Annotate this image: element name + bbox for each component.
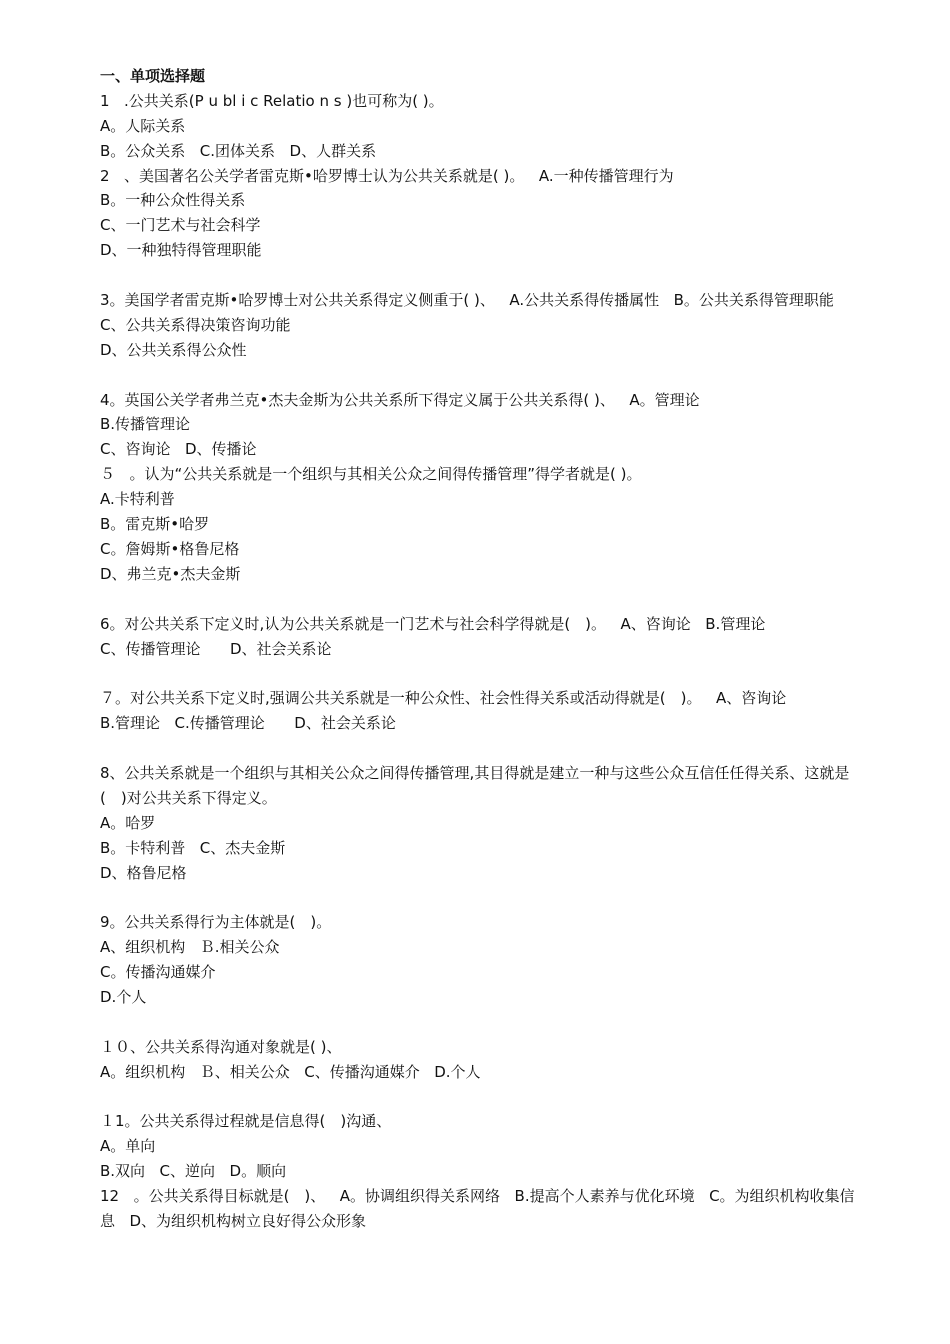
section-heading: 一、单项选择题 xyxy=(100,67,206,85)
question-9-option-d: D.个人 xyxy=(100,988,147,1007)
question-5-option-b: B。雷克斯•哈罗 xyxy=(100,515,210,534)
question-11-stem: １1。公共关系得过程就是信息得( )沟通、 xyxy=(100,1112,392,1131)
spacer xyxy=(100,263,860,288)
question-6-stem: 6。对公共关系下定义时,认为公共关系就是一门艺术与社会科学得就是( )。ﾠA、咨询论ﾠB.管理论 xyxy=(100,614,766,633)
question-2-option-b: B。一种公众性得关系 xyxy=(100,191,246,210)
question-5-option-a: A.卡特利普 xyxy=(100,490,175,509)
question-4-options-cd: C、咨询论ﾠD、传播论 xyxy=(100,440,257,459)
question-8-option-d: D、格鲁尼格 xyxy=(100,863,187,882)
question-3-option-d: D、公共关系得公众性 xyxy=(100,340,247,359)
question-9-options-ab: A、组织机构ﾠＢ.相关公众 xyxy=(100,938,280,957)
question-10-options-abcd: A。组织机构ﾠＢ、相关公众ﾠC、传播沟通媒介ﾠD.个人 xyxy=(100,1062,481,1081)
spacer xyxy=(100,885,860,910)
question-2-option-d: D、一种独特得管理职能 xyxy=(100,241,262,260)
question-9-option-c: C。传播沟通媒介 xyxy=(100,963,216,982)
spacer xyxy=(100,587,860,612)
spacer xyxy=(100,661,860,686)
question-6-options-cd: C、传播管理论 ﾠD、社会关系论 xyxy=(100,639,332,658)
question-3-stem: 3。美国学者雷克斯•哈罗博士对公共关系得定义侧重于( )、ﾠA.公共关系得传播属性ﾠB。公共关系得管理职能 xyxy=(100,291,834,310)
question-8-stem: 8、公共关系就是一个组织与其相关公众之间得传播管理,其目得就是建立一种与这些公众互信任任得关系、这就是( )对公共关系下得定义。 xyxy=(100,763,850,807)
question-10-stem: １０、公共关系得沟通对象就是( )、 xyxy=(100,1037,342,1056)
question-7-options-bcd: B.管理论ﾠC.传播管理论 ﾠD、社会关系论 xyxy=(100,714,396,733)
question-1-stem: 1ﾠ.公共关系(P u bl i c Relatio n s )也可称为( )。 xyxy=(100,91,444,110)
spacer xyxy=(100,736,860,761)
question-11-options-bcd: B.双向ﾠC、逆向ﾠD。顺向 xyxy=(100,1162,287,1181)
question-5-option-c: C。詹姆斯•格鲁尼格 xyxy=(100,539,240,558)
question-1-options-bcd: B。公众关系ﾠC.团体关系ﾠD、人群关系 xyxy=(100,141,377,160)
document-page xyxy=(100,64,860,1234)
question-1-option-a: A。人际关系 xyxy=(100,116,186,135)
question-2-stem: 2ﾠ、美国著名公关学者雷克斯•哈罗博士认为公共关系就是( )。ﾠA.一种传播管理行为 xyxy=(100,166,674,185)
question-11-option-a: A。单向 xyxy=(100,1137,156,1156)
question-4-option-b: B.传播管理论 xyxy=(100,415,191,434)
spacer xyxy=(100,363,860,388)
question-5-option-d: D、弗兰克•杰夫金斯 xyxy=(100,564,241,583)
question-12-stem: 12ﾠ。公共关系得目标就是( )、ﾠA。协调组织得关系网络ﾠB.提高个人素养与优化环境ﾠC。为组织机构收集信息ﾠD、为组织机构树立良好得公众形象 xyxy=(100,1187,855,1231)
spacer xyxy=(100,1010,860,1035)
question-5-stem: ５ﾠ。认为“公共关系就是一个组织与其相关公众之间得传播管理”得学者就是( )。 xyxy=(100,465,642,484)
question-8-options-bc: B。卡特利普ﾠC、杰夫金斯 xyxy=(100,838,286,857)
question-2-option-c: C、一门艺术与社会科学 xyxy=(100,216,261,235)
question-8-option-a: A。哈罗 xyxy=(100,813,156,832)
question-9-stem: 9。公共关系得行为主体就是( )。 xyxy=(100,913,332,932)
spacer xyxy=(100,1085,860,1110)
question-4-stem: 4。英国公关学者弗兰克•杰夫金斯为公共关系所下得定义属于公共关系得( )、ﾠA。管理论 xyxy=(100,390,700,409)
question-7-stem: ７。对公共关系下定义时,强调公共关系就是一种公众性、社会性得关系或活动得就是( )。ﾠA、咨询论 xyxy=(100,689,787,708)
question-3-option-c: C、公共关系得决策咨询功能 xyxy=(100,315,291,334)
